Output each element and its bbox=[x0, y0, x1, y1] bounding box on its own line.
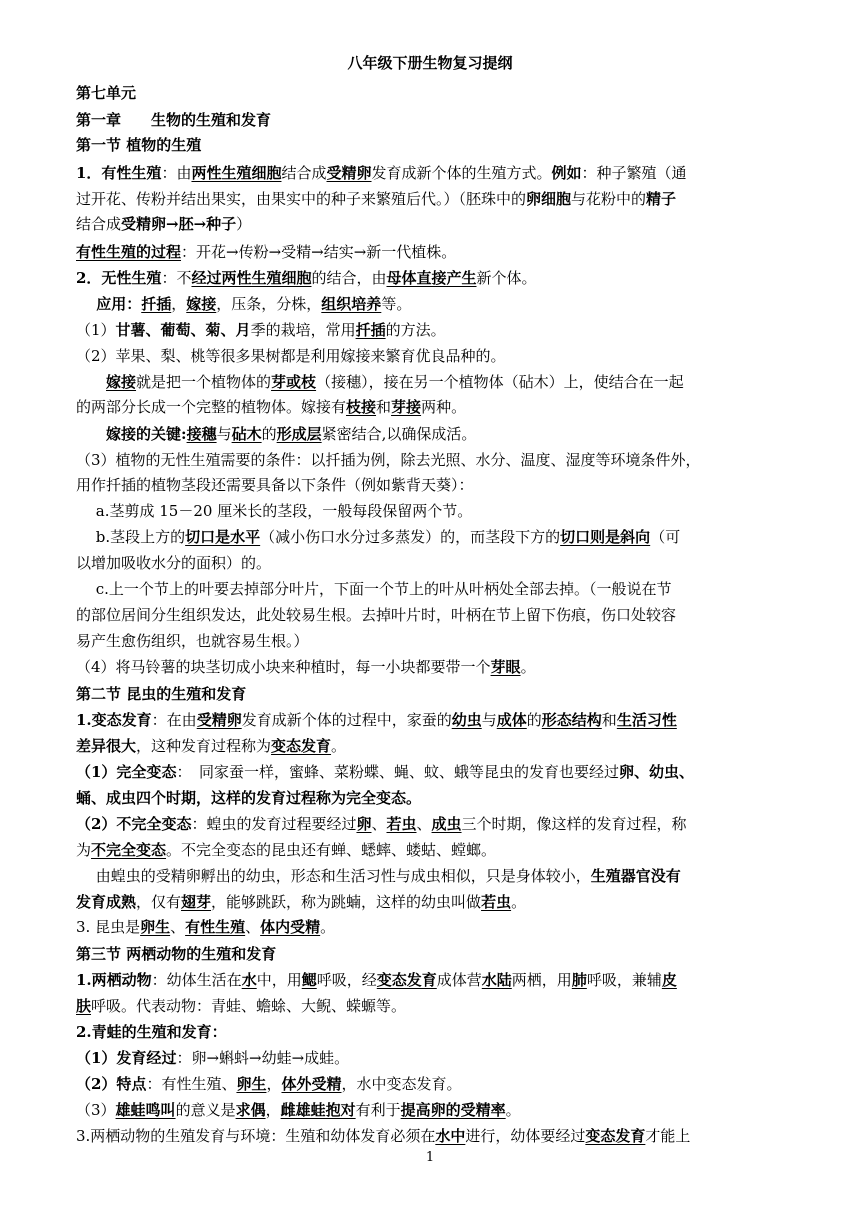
text-segment: 中，用 bbox=[256, 971, 302, 989]
text-segment: （接穗），接在另一个植物体（砧木）上，使结合在一起 bbox=[316, 373, 684, 391]
text-segment: 易产生愈伤组织，也就容易生根。） bbox=[76, 632, 309, 650]
text-line bbox=[76, 472, 786, 498]
text-segment: （可 bbox=[650, 528, 681, 546]
text-segment: ，这种发育过程称为 bbox=[136, 737, 272, 755]
emphasis-text: 若虫 bbox=[481, 893, 512, 911]
emphasis-text: 有性生殖 bbox=[185, 918, 246, 936]
text-segment: 、 bbox=[170, 918, 186, 936]
text-line bbox=[76, 993, 786, 1019]
text-line bbox=[76, 265, 786, 291]
text-segment: a.茎剪成 15－20 厘米长的茎段，一般每段保留两个节。 bbox=[76, 502, 473, 520]
text-segment: ：由 bbox=[161, 164, 192, 182]
emphasis-text: 发育成熟 bbox=[76, 893, 137, 911]
text-segment: ：幼体生活在 bbox=[151, 971, 242, 989]
text-line bbox=[76, 291, 786, 317]
emphasis-text: 1.两栖动物 bbox=[76, 971, 152, 989]
text-line bbox=[76, 707, 786, 733]
text-segment: ： 同家蚕一样，蜜蜂、菜粉蝶、蝇、蚊、蛾等昆虫的发育也要经过 bbox=[176, 763, 619, 781]
emphasis-text: 应用： bbox=[76, 295, 142, 313]
emphasis-text: 成虫 bbox=[431, 815, 462, 833]
text-segment: 的意义是 bbox=[175, 1101, 236, 1119]
text-segment: ：在由 bbox=[151, 711, 197, 729]
emphasis-text: 母体直接产生 bbox=[386, 269, 477, 287]
document-title: 八年级下册生物复习提纲 bbox=[347, 54, 513, 72]
text-segment: 发育成新个体的过程中，家蚕的 bbox=[241, 711, 452, 729]
text-segment: 才能上 bbox=[645, 1127, 691, 1145]
text-line bbox=[76, 1045, 786, 1071]
text-line bbox=[76, 811, 786, 837]
emphasis-text: 1.变态发育 bbox=[76, 711, 152, 729]
text-line bbox=[76, 369, 786, 395]
emphasis-text: 形成层 bbox=[276, 425, 322, 443]
emphasis-text: 例如 bbox=[551, 164, 582, 182]
emphasis-text: 第一节 植物的生殖 bbox=[76, 136, 202, 154]
text-segment: 的部位居间分生组织发达，此处较易生根。去掉叶片时，叶柄在节上留下伤痕，伤口处较容 bbox=[76, 606, 677, 624]
emphasis-text: 第三节 两栖动物的生殖和发育 bbox=[76, 945, 277, 963]
text-line bbox=[76, 837, 786, 863]
text-line bbox=[76, 863, 786, 889]
text-segment: ：不 bbox=[161, 269, 192, 287]
text-segment: 的结合，由 bbox=[311, 269, 387, 287]
text-segment: 和 bbox=[376, 398, 392, 416]
emphasis-text: 甘薯、葡萄、菊、月 bbox=[115, 321, 251, 339]
text-segment: 两栖，用 bbox=[511, 971, 572, 989]
text-line bbox=[76, 1071, 786, 1097]
emphasis-text: 皮 bbox=[661, 971, 677, 989]
emphasis-text: 芽眼 bbox=[490, 658, 521, 676]
emphasis-text: 扦插 bbox=[355, 321, 386, 339]
text-line bbox=[76, 239, 786, 265]
emphasis-text: 蛹、成虫四个时期，这样的发育过程称为完全变态。 bbox=[76, 789, 422, 807]
emphasis-text: 第二节 昆虫的生殖和发育 bbox=[76, 685, 247, 703]
emphasis-text: （1）完全变态 bbox=[76, 763, 177, 781]
text-line bbox=[76, 654, 786, 680]
emphasis-text: 生殖器官没有 bbox=[590, 867, 681, 885]
emphasis-text: 砧木 bbox=[231, 425, 262, 443]
emphasis-text: 水陆 bbox=[481, 971, 512, 989]
text-segment: 的方法。 bbox=[385, 321, 446, 339]
section-heading bbox=[76, 681, 786, 707]
emphasis-text: 受精卵 bbox=[196, 711, 242, 729]
emphasis-text: 2.青蛙的生殖和发育： bbox=[76, 1023, 227, 1041]
text-segment: 。 bbox=[320, 918, 336, 936]
section-heading bbox=[76, 132, 786, 158]
emphasis-text: 2．无性生殖 bbox=[76, 269, 162, 287]
text-segment: b.茎段上方的 bbox=[76, 528, 186, 546]
text-segment: ，能够跳跃，称为跳蝻，这样的幼虫叫做 bbox=[211, 893, 482, 911]
emphasis-text: 成体 bbox=[496, 711, 527, 729]
text-segment: 紧密结合,以确保成活。 bbox=[321, 425, 477, 443]
text-segment: ：有性生殖、 bbox=[146, 1075, 237, 1093]
text-segment: 过开花、传粉并结出果实，由果实中的种子来繁殖后代。）（胚珠中的 bbox=[76, 190, 527, 208]
emphasis-text: 变态发育 bbox=[271, 737, 332, 755]
emphasis-text: 接穗 bbox=[186, 425, 217, 443]
text-segment: 等。 bbox=[381, 295, 412, 313]
emphasis-text: 枝接 bbox=[346, 398, 377, 416]
text-segment: 成体营 bbox=[436, 971, 482, 989]
emphasis-text: 经过两性生殖细胞 bbox=[191, 269, 312, 287]
section-heading bbox=[76, 107, 786, 133]
text-segment: c.上一个节上的叶要去掉部分叶片，下面一个节上的叶从叶柄处全部去掉。（一般说在节 bbox=[76, 580, 672, 598]
text-line bbox=[76, 1019, 786, 1045]
text-segment: 结合成 bbox=[281, 164, 327, 182]
emphasis-text: 嫁接 bbox=[186, 295, 217, 313]
text-segment: 用作扦插的植物茎段还需要具备以下条件（例如紫背天葵）： bbox=[76, 476, 474, 494]
text-segment: （3） bbox=[76, 1101, 116, 1119]
text-segment: 、 bbox=[245, 918, 261, 936]
text-line bbox=[76, 498, 786, 524]
emphasis-text: 水 bbox=[241, 971, 257, 989]
text-segment: ， bbox=[265, 1101, 281, 1119]
text-segment: 呼吸，经 bbox=[316, 971, 377, 989]
emphasis-text: 精子 bbox=[646, 190, 677, 208]
text-segment: ，压条，分株， bbox=[216, 295, 322, 313]
text-segment: （减小伤口水分过多蒸发）的，而茎段下方的 bbox=[260, 528, 561, 546]
text-line bbox=[76, 914, 786, 940]
emphasis-text: 有性生殖的过程 bbox=[76, 243, 182, 261]
text-segment: （2）苹果、梨、桃等很多果树都是利用嫁接来繁育优良品种的。 bbox=[76, 347, 506, 365]
emphasis-text: 第七单元 bbox=[76, 84, 137, 102]
section-heading bbox=[76, 941, 786, 967]
text-segment: 3. 昆虫是 bbox=[76, 918, 141, 936]
emphasis-text: 若虫 bbox=[386, 815, 417, 833]
text-segment: 新个体。 bbox=[476, 269, 537, 287]
emphasis-text: 受精卵→胚→种子 bbox=[121, 215, 237, 233]
text-segment: 季的栽培，常用 bbox=[250, 321, 356, 339]
text-segment: 。 bbox=[511, 893, 527, 911]
text-segment: 与 bbox=[216, 425, 232, 443]
text-segment: 的 bbox=[261, 425, 277, 443]
text-segment: 与 bbox=[481, 711, 497, 729]
emphasis-text: 提高卵的受精率 bbox=[400, 1101, 506, 1119]
text-line bbox=[76, 576, 786, 602]
text-line bbox=[76, 317, 786, 343]
text-segment: （3）植物的无性生殖需要的条件：以扦插为例，除去光照、水分、温度、湿度等环境条件外， bbox=[76, 451, 701, 469]
text-segment: ， bbox=[171, 295, 187, 313]
emphasis-text: 变态发育 bbox=[376, 971, 437, 989]
text-segment: 由蝗虫的受精卵孵出的幼虫，形态和生活习性与成虫相似，只是身体较小， bbox=[76, 867, 591, 885]
text-line bbox=[76, 1123, 786, 1149]
text-segment: 就是把一个植物体的 bbox=[136, 373, 272, 391]
text-segment: 。 bbox=[505, 1101, 521, 1119]
emphasis-text: 鳃 bbox=[301, 971, 317, 989]
text-line bbox=[76, 889, 786, 915]
text-line bbox=[76, 785, 786, 811]
text-segment bbox=[76, 425, 106, 443]
emphasis-text: 体外受精 bbox=[281, 1075, 342, 1093]
emphasis-text: 形态结构 bbox=[541, 711, 602, 729]
emphasis-text: 组织培养 bbox=[321, 295, 382, 313]
text-segment: 、 bbox=[416, 815, 432, 833]
text-segment: ：开花→传粉→受精→结实→新一代植株。 bbox=[181, 243, 457, 261]
text-segment: ，水中变态发育。 bbox=[341, 1075, 462, 1093]
text-segment: （1） bbox=[76, 321, 116, 339]
text-line bbox=[76, 394, 786, 420]
emphasis-text: 生活习性 bbox=[616, 711, 677, 729]
text-segment: 呼吸，兼辅 bbox=[586, 971, 662, 989]
emphasis-text: 雄蛙鸣叫 bbox=[115, 1101, 176, 1119]
emphasis-text: 雌雄蛙抱对 bbox=[280, 1101, 356, 1119]
emphasis-text: 幼虫 bbox=[451, 711, 482, 729]
text-segment: （4）将马铃薯的块茎切成小块来种植时，每一小块都要带一个 bbox=[76, 658, 491, 676]
emphasis-text: 体内受精 bbox=[260, 918, 321, 936]
text-segment: 有利于 bbox=[355, 1101, 401, 1119]
text-segment: 3.两栖动物的生殖发育与环境：生殖和幼体发育必须在 bbox=[76, 1127, 436, 1145]
text-segment: 三个时期，像这样的发育过程，称 bbox=[461, 815, 687, 833]
emphasis-text: 切口是水平 bbox=[185, 528, 261, 546]
text-segment: 。 bbox=[520, 658, 536, 676]
text-segment: 以增加吸收水分的面积）的。 bbox=[76, 554, 272, 572]
text-line bbox=[76, 160, 786, 186]
emphasis-text: 肤 bbox=[76, 997, 92, 1015]
text-segment: 、 bbox=[371, 815, 387, 833]
text-segment: 的 bbox=[526, 711, 542, 729]
emphasis-text: 翅芽 bbox=[181, 893, 212, 911]
text-segment: 的两部分长成一个完整的植物体。嫁接有 bbox=[76, 398, 347, 416]
emphasis-text: 芽或枝 bbox=[271, 373, 317, 391]
emphasis-text: 受精卵 bbox=[326, 164, 372, 182]
text-segment: 两种。 bbox=[421, 398, 467, 416]
emphasis-text: 嫁接 bbox=[106, 373, 137, 391]
text-segment: 。不完全变态的昆虫还有蝉、蟋蟀、蝼蛄、螳螂。 bbox=[166, 841, 497, 859]
text-segment bbox=[76, 373, 106, 391]
emphasis-text: 卵生 bbox=[140, 918, 171, 936]
text-line bbox=[76, 628, 786, 654]
text-segment: 和 bbox=[601, 711, 617, 729]
text-line bbox=[76, 186, 786, 212]
emphasis-text: 切口则是斜向 bbox=[560, 528, 651, 546]
text-line bbox=[76, 1097, 786, 1123]
text-segment: 为 bbox=[76, 841, 92, 859]
emphasis-text: 1．有性生殖 bbox=[76, 164, 162, 182]
text-line bbox=[76, 524, 786, 550]
emphasis-text: 卵 bbox=[356, 815, 372, 833]
text-segment: 呼吸。代表动物：青蛙、蟾蜍、大鲵、蝾螈等。 bbox=[91, 997, 407, 1015]
text-line bbox=[76, 733, 786, 759]
text-segment: 。 bbox=[331, 737, 347, 755]
emphasis-text: （2）特点 bbox=[76, 1075, 147, 1093]
emphasis-text: （1）发育经过 bbox=[76, 1049, 177, 1067]
text-segment: 进行，幼体要经过 bbox=[465, 1127, 586, 1145]
text-segment: ：蝗虫的发育过程要经过 bbox=[191, 815, 357, 833]
text-line bbox=[76, 967, 786, 993]
emphasis-text: 第一章 生物的生殖和发育 bbox=[76, 111, 272, 129]
emphasis-text: 肺 bbox=[571, 971, 587, 989]
emphasis-text: 求偶 bbox=[235, 1101, 266, 1119]
text-segment: ，仅有 bbox=[136, 893, 182, 911]
text-segment: 发育成新个体的生殖方式。 bbox=[371, 164, 552, 182]
emphasis-text: 差异很大 bbox=[76, 737, 137, 755]
emphasis-text: 卵生 bbox=[236, 1075, 267, 1093]
emphasis-text: 嫁接的关键: bbox=[106, 425, 187, 443]
text-line bbox=[76, 447, 786, 473]
section-heading bbox=[76, 80, 786, 106]
emphasis-text: 不完全变态 bbox=[91, 841, 167, 859]
text-line bbox=[76, 343, 786, 369]
emphasis-text: 芽接 bbox=[391, 398, 422, 416]
emphasis-text: 扦插 bbox=[141, 295, 172, 313]
emphasis-text: 卵细胞 bbox=[526, 190, 572, 208]
emphasis-text: 水中 bbox=[435, 1127, 466, 1145]
text-line bbox=[76, 211, 786, 237]
page-number: 1 bbox=[425, 1150, 435, 1165]
text-line bbox=[76, 550, 786, 576]
text-segment: ） bbox=[236, 215, 252, 233]
emphasis-text: （2）不完全变态 bbox=[76, 815, 192, 833]
text-segment: ：卵→蝌蚪→幼蛙→成蛙。 bbox=[176, 1049, 350, 1067]
text-segment: ， bbox=[266, 1075, 282, 1093]
emphasis-text: 两性生殖细胞 bbox=[191, 164, 282, 182]
emphasis-text: 变态发育 bbox=[585, 1127, 646, 1145]
text-segment: 结合成 bbox=[76, 215, 122, 233]
text-line bbox=[76, 759, 786, 785]
text-segment: ：种子繁殖（通 bbox=[581, 164, 687, 182]
text-line bbox=[76, 421, 786, 447]
emphasis-text: 卵、幼虫、 bbox=[618, 763, 694, 781]
text-segment: 与花粉中的 bbox=[571, 190, 647, 208]
text-line bbox=[76, 602, 786, 628]
